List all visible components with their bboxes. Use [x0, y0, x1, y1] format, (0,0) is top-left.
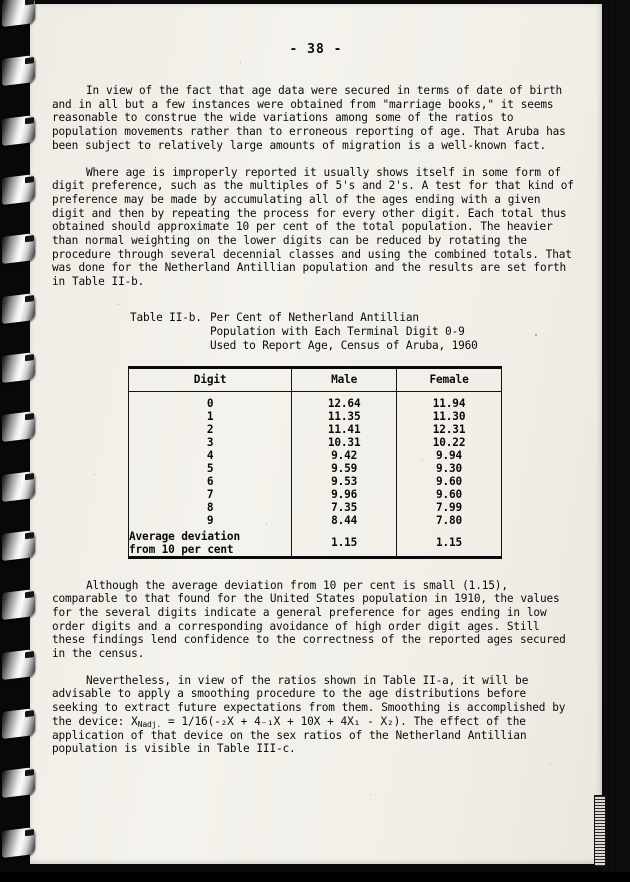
- cell-female: 11.30: [397, 410, 502, 423]
- body-paragraph-with-formula: [52, 674, 576, 756]
- cell-female: 9.60: [397, 475, 502, 488]
- final-paragraph-tail: The effect of the application of that device on the sex ratios of the Netherland Antillian population is visible in Table III-c.: [52, 714, 527, 756]
- cell-female: 9.30: [397, 462, 502, 475]
- table-header-row: [129, 367, 502, 391]
- cell-male: 11.35: [292, 410, 397, 423]
- page-number: - 38 -: [289, 42, 343, 57]
- cell-digit: 4: [129, 449, 292, 462]
- table-row: [129, 449, 502, 462]
- table-row: [129, 514, 502, 530]
- table-row: [129, 475, 502, 488]
- cell-average-female: 1.15: [397, 530, 502, 558]
- cell-female: 7.80: [397, 514, 502, 530]
- average-deviation-line1: Average deviation: [129, 529, 240, 543]
- table-summary-row: [129, 530, 502, 558]
- terminal-digit-table: [128, 366, 502, 559]
- page-content: [30, 4, 602, 864]
- table-header: [129, 367, 502, 391]
- cell-female: 7.99: [397, 501, 502, 514]
- body-paragraph: [52, 84, 576, 153]
- body-paragraph: [52, 579, 576, 661]
- cell-average-deviation-label: [129, 530, 292, 558]
- paragraph-text: Although the average deviation from 10 per cent is small (1.15), comparable to that found for the United States population in 1910, the values for the several digits indicate a general preference for ages ending in low order digits and a corresponding avoidance of high order digit ages. Still these findings lend confidence to the correctness of the reported ages secured in the census.: [52, 578, 566, 661]
- cell-digit: 3: [129, 436, 292, 449]
- table-row: [129, 501, 502, 514]
- final-paragraph-lead: Nevertheless, in view of the ratios shown in Table II-a, it will be advisable to apply a smoothing procedure to the age distributions before seeking to extract future expectations from them. Smoothing is accomplished by the device:: [52, 673, 566, 728]
- table-row: [129, 423, 502, 436]
- cell-female: 11.94: [397, 391, 502, 410]
- column-header-male: Male: [292, 367, 397, 391]
- table-row: [129, 391, 502, 410]
- page-stack-edge-line: [604, 0, 608, 872]
- cell-digit: 9: [129, 514, 292, 530]
- paragraph-text: In view of the fact that age data were secured in terms of date of birth and in all but a few instances were obtained from "marriage books," it seems reasonable to construe the wide variations among some of the ratios to population movements rather than to erroneous reporting of age. That Aruba has been subject to relatively large amounts of migration is a well-known fact.: [52, 84, 566, 152]
- cell-male: 9.53: [292, 475, 397, 488]
- cell-female: 9.60: [397, 488, 502, 501]
- average-deviation-line2: from 10 per cent: [129, 542, 234, 556]
- table-row: [129, 462, 502, 475]
- formula-lhs-base: X: [131, 714, 138, 728]
- table-caption-line1: Per Cent of Netherland Antillian: [210, 310, 419, 324]
- table-caption: [130, 311, 602, 353]
- cell-digit: 7: [129, 488, 292, 501]
- cell-male: 9.59: [292, 462, 397, 475]
- cell-digit: 6: [129, 475, 292, 488]
- formula-equals: =: [167, 714, 175, 728]
- table-row: [129, 488, 502, 501]
- formula-lhs-subscript: Nadj.: [137, 719, 162, 729]
- cell-digit: 2: [129, 423, 292, 436]
- page-stack-edge-line: [611, 0, 614, 872]
- cell-male: 10.31: [292, 436, 397, 449]
- table-caption-line3: Used to Report Age, Census of Aruba, 1960: [210, 338, 478, 352]
- table-caption-line2: Population with Each Terminal Digit 0-9: [210, 324, 465, 338]
- cell-digit: 0: [129, 391, 292, 410]
- body-paragraph: [52, 166, 576, 289]
- cell-digit: 5: [129, 462, 292, 475]
- cell-female: 10.22: [397, 436, 502, 449]
- table-caption-label: Table II-b.: [130, 310, 202, 324]
- table-row: [129, 410, 502, 423]
- cell-male: 11.41: [292, 423, 397, 436]
- smoothing-formula: [131, 715, 406, 728]
- table-row: [129, 436, 502, 449]
- formula-rhs: 1/16(-₂X + 4₋₁X + 10X + 4X₁ - X₂).: [181, 714, 407, 728]
- cell-male: 9.42: [292, 449, 397, 462]
- cell-digit: 1: [129, 410, 292, 423]
- cell-digit: 8: [129, 501, 292, 514]
- paragraph-text: Where age is improperly reported it usually shows itself in some form of digit preference, such as the multiples of 5's and 2's. A test for that kind of preference may be made by accumulating all of the ages ending with a given digit and then by repeating the process for every other digit. Each total thus obtained should approximate 10 per cent of the total population. The heavier than normal weighting on the lower digits can be reduced by rotating the procedure through several decennial classes and using the combined totals. That was done for the Netherland Antillian population and the results are set forth in Table II-b.: [52, 165, 574, 289]
- cell-female: 9.94: [397, 449, 502, 462]
- cell-female: 12.31: [397, 423, 502, 436]
- cell-male: 9.96: [292, 488, 397, 501]
- page-stack-edge-line: [617, 0, 630, 872]
- cell-male: 7.35: [292, 501, 397, 514]
- table-body: [129, 391, 502, 557]
- column-header-female: Female: [397, 367, 502, 391]
- column-header-digit: Digit: [129, 367, 292, 391]
- cell-average-male: 1.15: [292, 530, 397, 558]
- cell-male: 12.64: [292, 391, 397, 410]
- cell-male: 8.44: [292, 514, 397, 530]
